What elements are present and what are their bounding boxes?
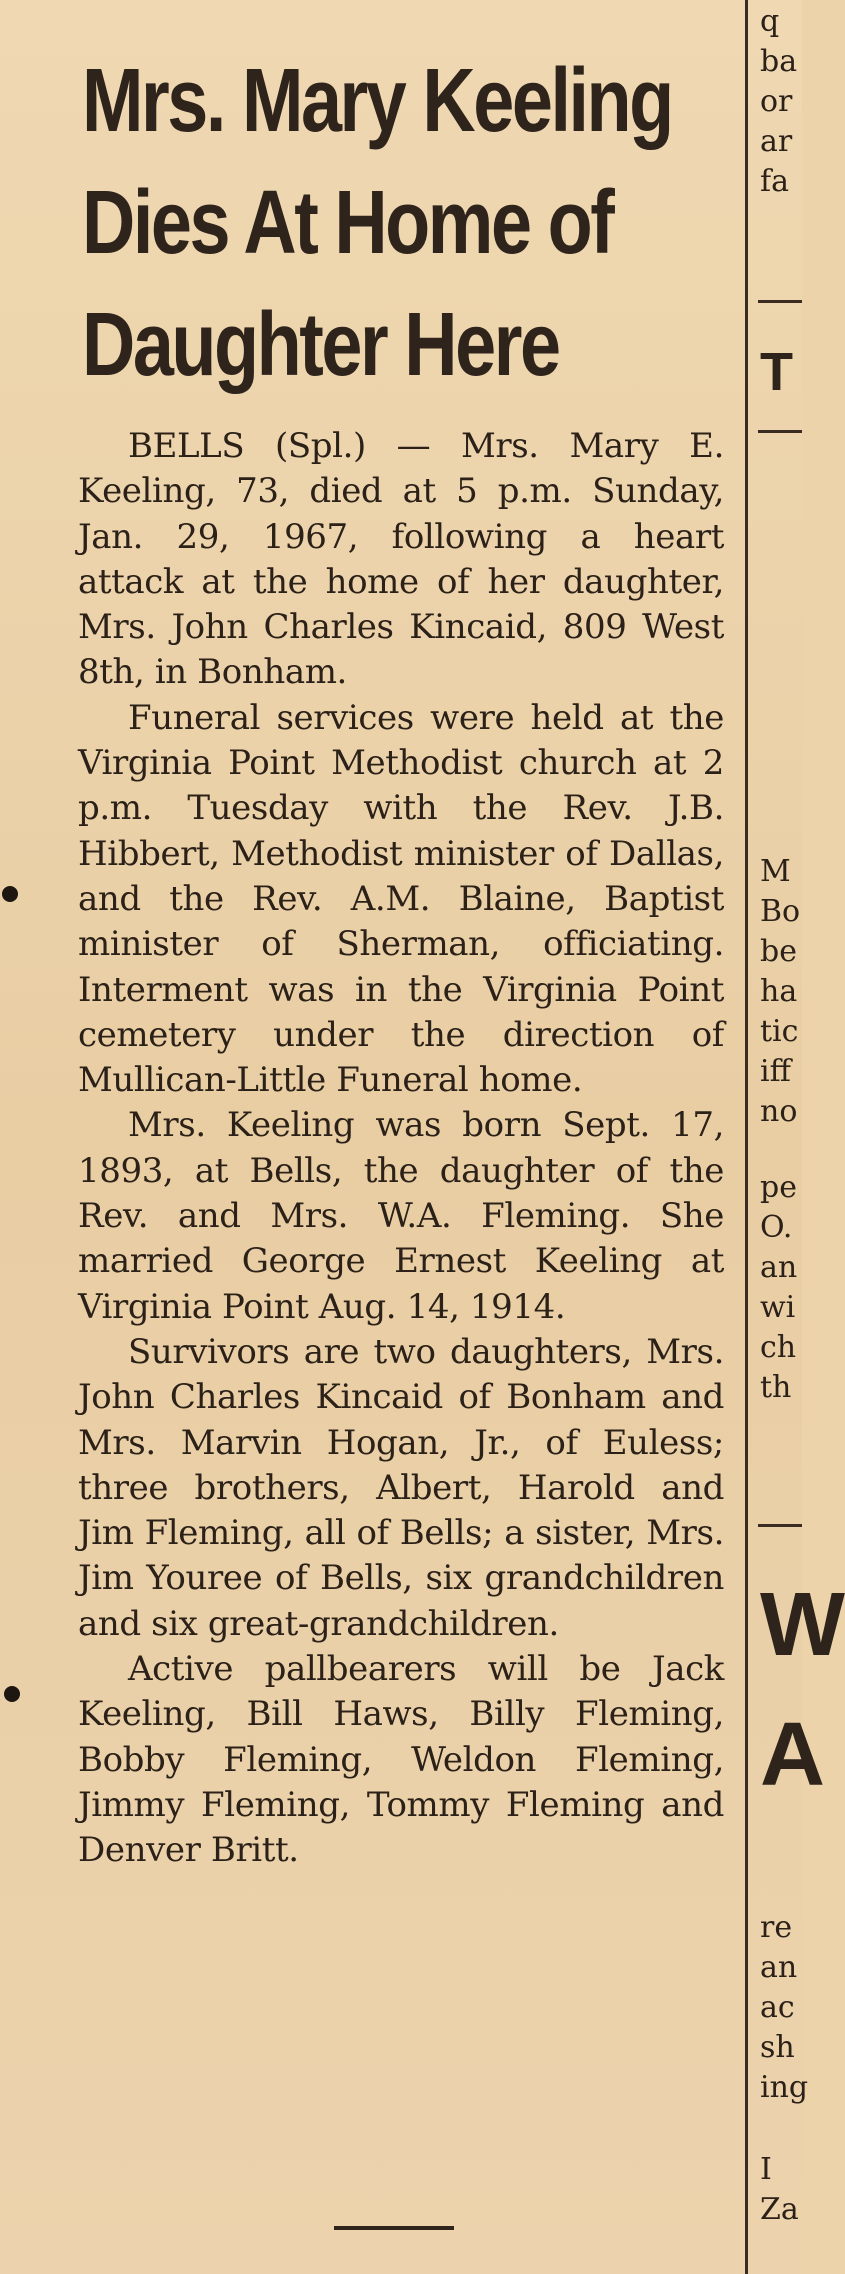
neighbor-rule [758,430,802,433]
neighbor-headline-1: T [760,342,793,402]
punch-hole-mark [4,1686,20,1702]
headline-line-3: Daughter Here [82,295,559,395]
neighbor-text-mid: M Bo be ha tic iff no [760,854,801,1129]
paragraph-biography: Mrs. Keeling was born Sept. 17, 1893, at Bells, the daughter of the Rev. and Mrs. W.A. Fleming. She married George Ernest Keeling at Virginia Point Aug. 14, 1914. [78,1105,724,1327]
article-body [78,424,724,1874]
headline-line-1: Mrs. Mary Keeling [82,51,672,151]
article-headline [82,40,672,406]
paragraph-pallbearers: Active pallbearers will be Jack Keeling, Bill Haws, Billy Fleming, Bobby Fleming, Weldon Fleming, Jimmy Fleming, Tommy Fleming and Denver Britt. [78,1649,724,1871]
headline-line-2: Dies At Home of [82,173,613,273]
neighbor-headline-2: W A [760,1575,845,1805]
neighbor-text-top: q ba or ar fa [760,4,798,199]
paragraph-funeral: Funeral services were held at the Virginia Point Methodist church at 2 p.m. Tuesday with the Rev. J.B. Hibbert, Methodist minister of Dallas, and the Rev. A.M. Blaine, Baptist minister of Sherman, officiating. Interment was in the Virginia Point cemetery under the direction of Mullican-Little Funeral home. [78,697,724,1101]
neighbor-text-mid2: pe O. an wi ch th [760,1170,798,1405]
neighbor-text-bottom: re an ac sh ing [760,1910,809,2105]
punch-hole-mark [2,886,18,902]
neighbor-rule [758,1524,802,1527]
paragraph-survivors: Survivors are two daughters, Mrs. John Charles Kincaid of Bonham and Mrs. Marvin Hogan, Jr., of Euless; three brothers, Albert, Harold and Jim Fleming, all of Bells; a sister, Mrs. Jim Youree of Bells, six grandchildren and six great-grandchildren. [78,1331,724,1644]
paragraph-dateline: BELLS (Spl.) — Mrs. Mary E. Keeling, 73, died at 5 p.m. Sunday, Jan. 29, 1967, following a heart attack at the home of her daughter, Mrs. John Charles Kincaid, 809 West 8th, in Bonham. [78,426,724,693]
article-end-rule [334,2226,454,2230]
column-divider [745,0,748,2274]
neighbor-text-end: I Za [760,2152,799,2227]
neighbor-rule [758,300,802,303]
